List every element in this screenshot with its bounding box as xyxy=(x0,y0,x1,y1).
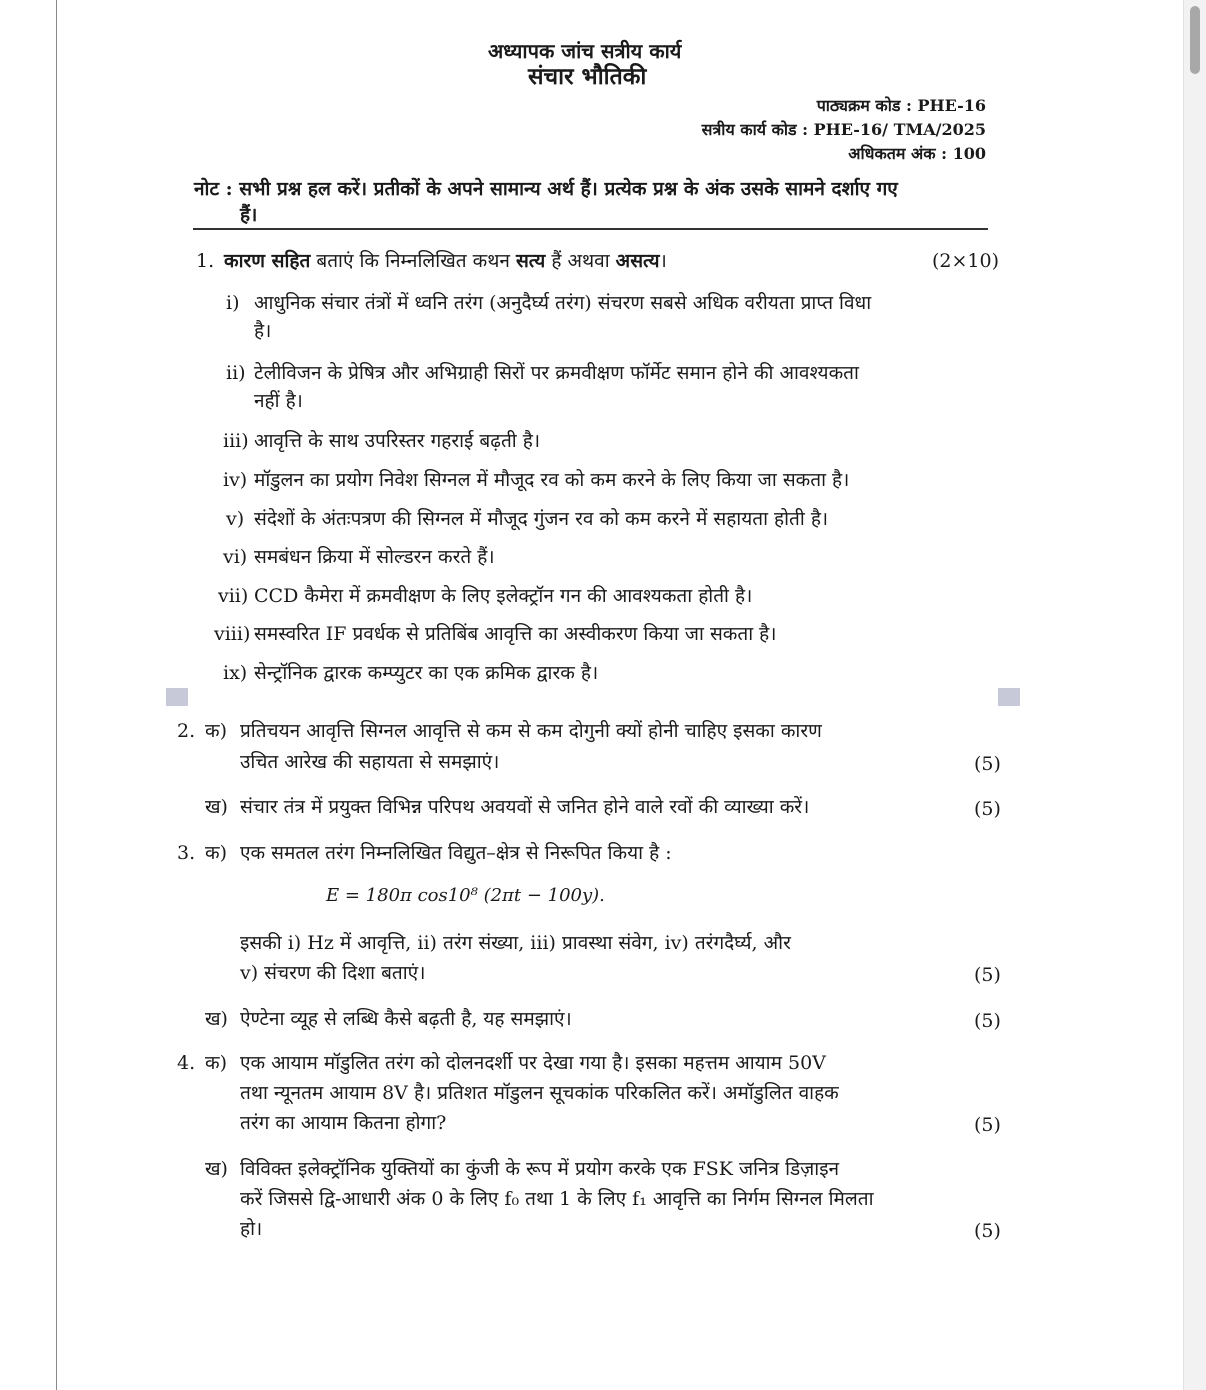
q4a-label: क) xyxy=(205,1052,228,1074)
max-marks: अधिकतम अंक : 100 xyxy=(848,144,986,163)
q4b-label: ख) xyxy=(205,1158,228,1180)
q1-item-text: समस्वरित IF प्रवर्धक से प्रतिबिंब आवृत्ति का अस्वीकरण किया जा सकता है। xyxy=(254,623,777,645)
divider xyxy=(193,228,988,230)
q1-item-text: टेलीविजन के प्रेषित्र और अभिग्राही सिरों पर क्रमवीक्षण फॉर्मेट समान होने की आवश्यकता xyxy=(254,362,859,384)
assignment-heading: अध्यापक जांच सत्रीय कार्य xyxy=(488,39,682,63)
page-left-edge xyxy=(56,0,57,1390)
wave-equation: E = 180π cos10⁸ (2πt − 100y). xyxy=(326,885,605,906)
q4b-text: विविक्त इलेक्ट्रॉनिक युक्तियों का कुंजी के रूप में प्रयोग करके एक FSK जनित्र डिज़ाइन xyxy=(240,1158,840,1180)
question-3-number: 3. xyxy=(177,842,196,864)
course-code: पाठ्यक्रम कोड : PHE-16 xyxy=(816,96,986,115)
q3a-text: v) संचरण की दिशा बताएं। xyxy=(240,962,426,984)
q2b-marks: (5) xyxy=(974,798,1001,820)
q1-item-label: vi) xyxy=(223,546,248,568)
question-1-stem: कारण सहित बताएं कि निम्नलिखित कथन सत्य हैं अथवा असत्य। xyxy=(224,250,667,272)
q1-item-text: समबंधन क्रिया में सोल्डरन करते हैं। xyxy=(254,546,495,568)
q2a-text: उचित आरेख की सहायता से समझाएं। xyxy=(240,751,500,773)
q2b-text: संचार तंत्र में प्रयुक्त विभिन्न परिपथ अवयवों से जनित होने वाले रवों की व्याख्या करें। xyxy=(240,796,810,818)
q3a-text: एक समतल तरंग निम्नलिखित विद्युत–क्षेत्र से निरूपित किया है : xyxy=(240,842,672,864)
q3a-label: क) xyxy=(205,842,228,864)
q4b-marks: (5) xyxy=(974,1220,1001,1242)
q1-item-label: iv) xyxy=(223,469,248,491)
q1-item-text: सेन्ट्रॉनिक द्वारक कम्प्युटर का एक क्रमिक द्वारक है। xyxy=(254,662,599,684)
q4a-marks: (5) xyxy=(974,1114,1001,1136)
scrollbar-thumb[interactable] xyxy=(1190,6,1200,74)
q1-item-text: आधुनिक संचार तंत्रों में ध्वनि तरंग (अनुदैर्घ्य तरंग) संचरण सबसे अधिक वरीयता प्राप्त विधा xyxy=(254,292,872,314)
q2a-label: क) xyxy=(205,720,228,742)
q1-item-text: आवृत्ति के साथ उपरिस्तर गहराई बढ़ती है। xyxy=(254,430,541,452)
note-line-2: हैं। xyxy=(240,204,258,226)
question-4-number: 4. xyxy=(177,1052,196,1074)
scan-artifact xyxy=(166,688,188,706)
q1-item-text: है। xyxy=(254,320,272,342)
q1-item-text: CCD कैमेरा में क्रमवीक्षण के लिए इलेक्ट्रॉन गन की आवश्यकता होती है। xyxy=(254,585,753,607)
q1-item-text: संदेशों के अंतःपत्रण की सिग्नल में मौजूद गुंजन रव को कम करने में सहायता होती है। xyxy=(254,508,829,530)
q3a-marks: (5) xyxy=(974,964,1001,986)
note-line-1: नोट : सभी प्रश्न हल करें। प्रतीकों के अपने सामान्य अर्थ हैं। प्रत्येक प्रश्न के अंक उसके सामने दर्शाए गए xyxy=(194,178,898,200)
q2b-label: ख) xyxy=(205,796,228,818)
question-1-marks: (2×10) xyxy=(932,250,1000,272)
question-2-number: 2. xyxy=(177,720,196,742)
scan-artifact xyxy=(998,688,1020,706)
q1-item-label: vii) xyxy=(218,585,249,607)
page-title: संचार भौतिकी xyxy=(528,63,647,90)
q4a-text: तथा न्यूनतम आयाम 8V है। प्रतिशत मॉडुलन सूचकांक परिकलित करें। अमॉडुलित वाहक xyxy=(240,1082,839,1104)
q1-item-label: v) xyxy=(226,508,245,530)
q3b-text: ऐण्टेना व्यूह से लब्धि कैसे बढ़ती है, यह समझाएं। xyxy=(240,1008,572,1030)
q4b-text: करें जिससे द्वि-आधारी अंक 0 के लिए f₀ तथा 1 के लिए f₁ आवृत्ति का निर्गम सिग्नल मिलता xyxy=(240,1188,874,1210)
q3a-text: इसकी i) Hz में आवृत्ति, ii) तरंग संख्या, iii) प्रावस्था संवेग, iv) तरंगदैर्घ्य, और xyxy=(240,932,791,954)
q4b-text: हो। xyxy=(240,1218,263,1240)
q1-item-text: नहीं है। xyxy=(254,390,303,412)
q2a-marks: (5) xyxy=(974,753,1001,775)
question-1-number: 1. xyxy=(196,250,215,272)
q4a-text: तरंग का आयाम कितना होगा? xyxy=(240,1112,447,1134)
q1-item-label: ix) xyxy=(223,662,248,684)
q1-item-label: iii) xyxy=(223,430,249,452)
q1-item-label: viii) xyxy=(214,623,251,645)
q2a-text: प्रतिचयन आवृत्ति सिग्नल आवृत्ति से कम से कम दोगुनी क्यों होनी चाहिए इसका कारण xyxy=(240,720,822,742)
q1-item-label: ii) xyxy=(226,362,246,384)
q4a-text: एक आयाम मॉडुलित तरंग को दोलनदर्शी पर देखा गया है। इसका महत्तम आयाम 50V xyxy=(240,1052,826,1074)
q1-item-label: i) xyxy=(226,292,240,314)
q3b-label: ख) xyxy=(205,1008,228,1030)
assignment-code: सत्रीय कार्य कोड : PHE-16/ TMA/2025 xyxy=(701,120,986,139)
q3b-marks: (5) xyxy=(974,1010,1001,1032)
q1-item-text: मॉडुलन का प्रयोग निवेश सिग्नल में मौजूद रव को कम करने के लिए किया जा सकता है। xyxy=(254,469,850,491)
scrollbar-track[interactable] xyxy=(1183,0,1206,1390)
